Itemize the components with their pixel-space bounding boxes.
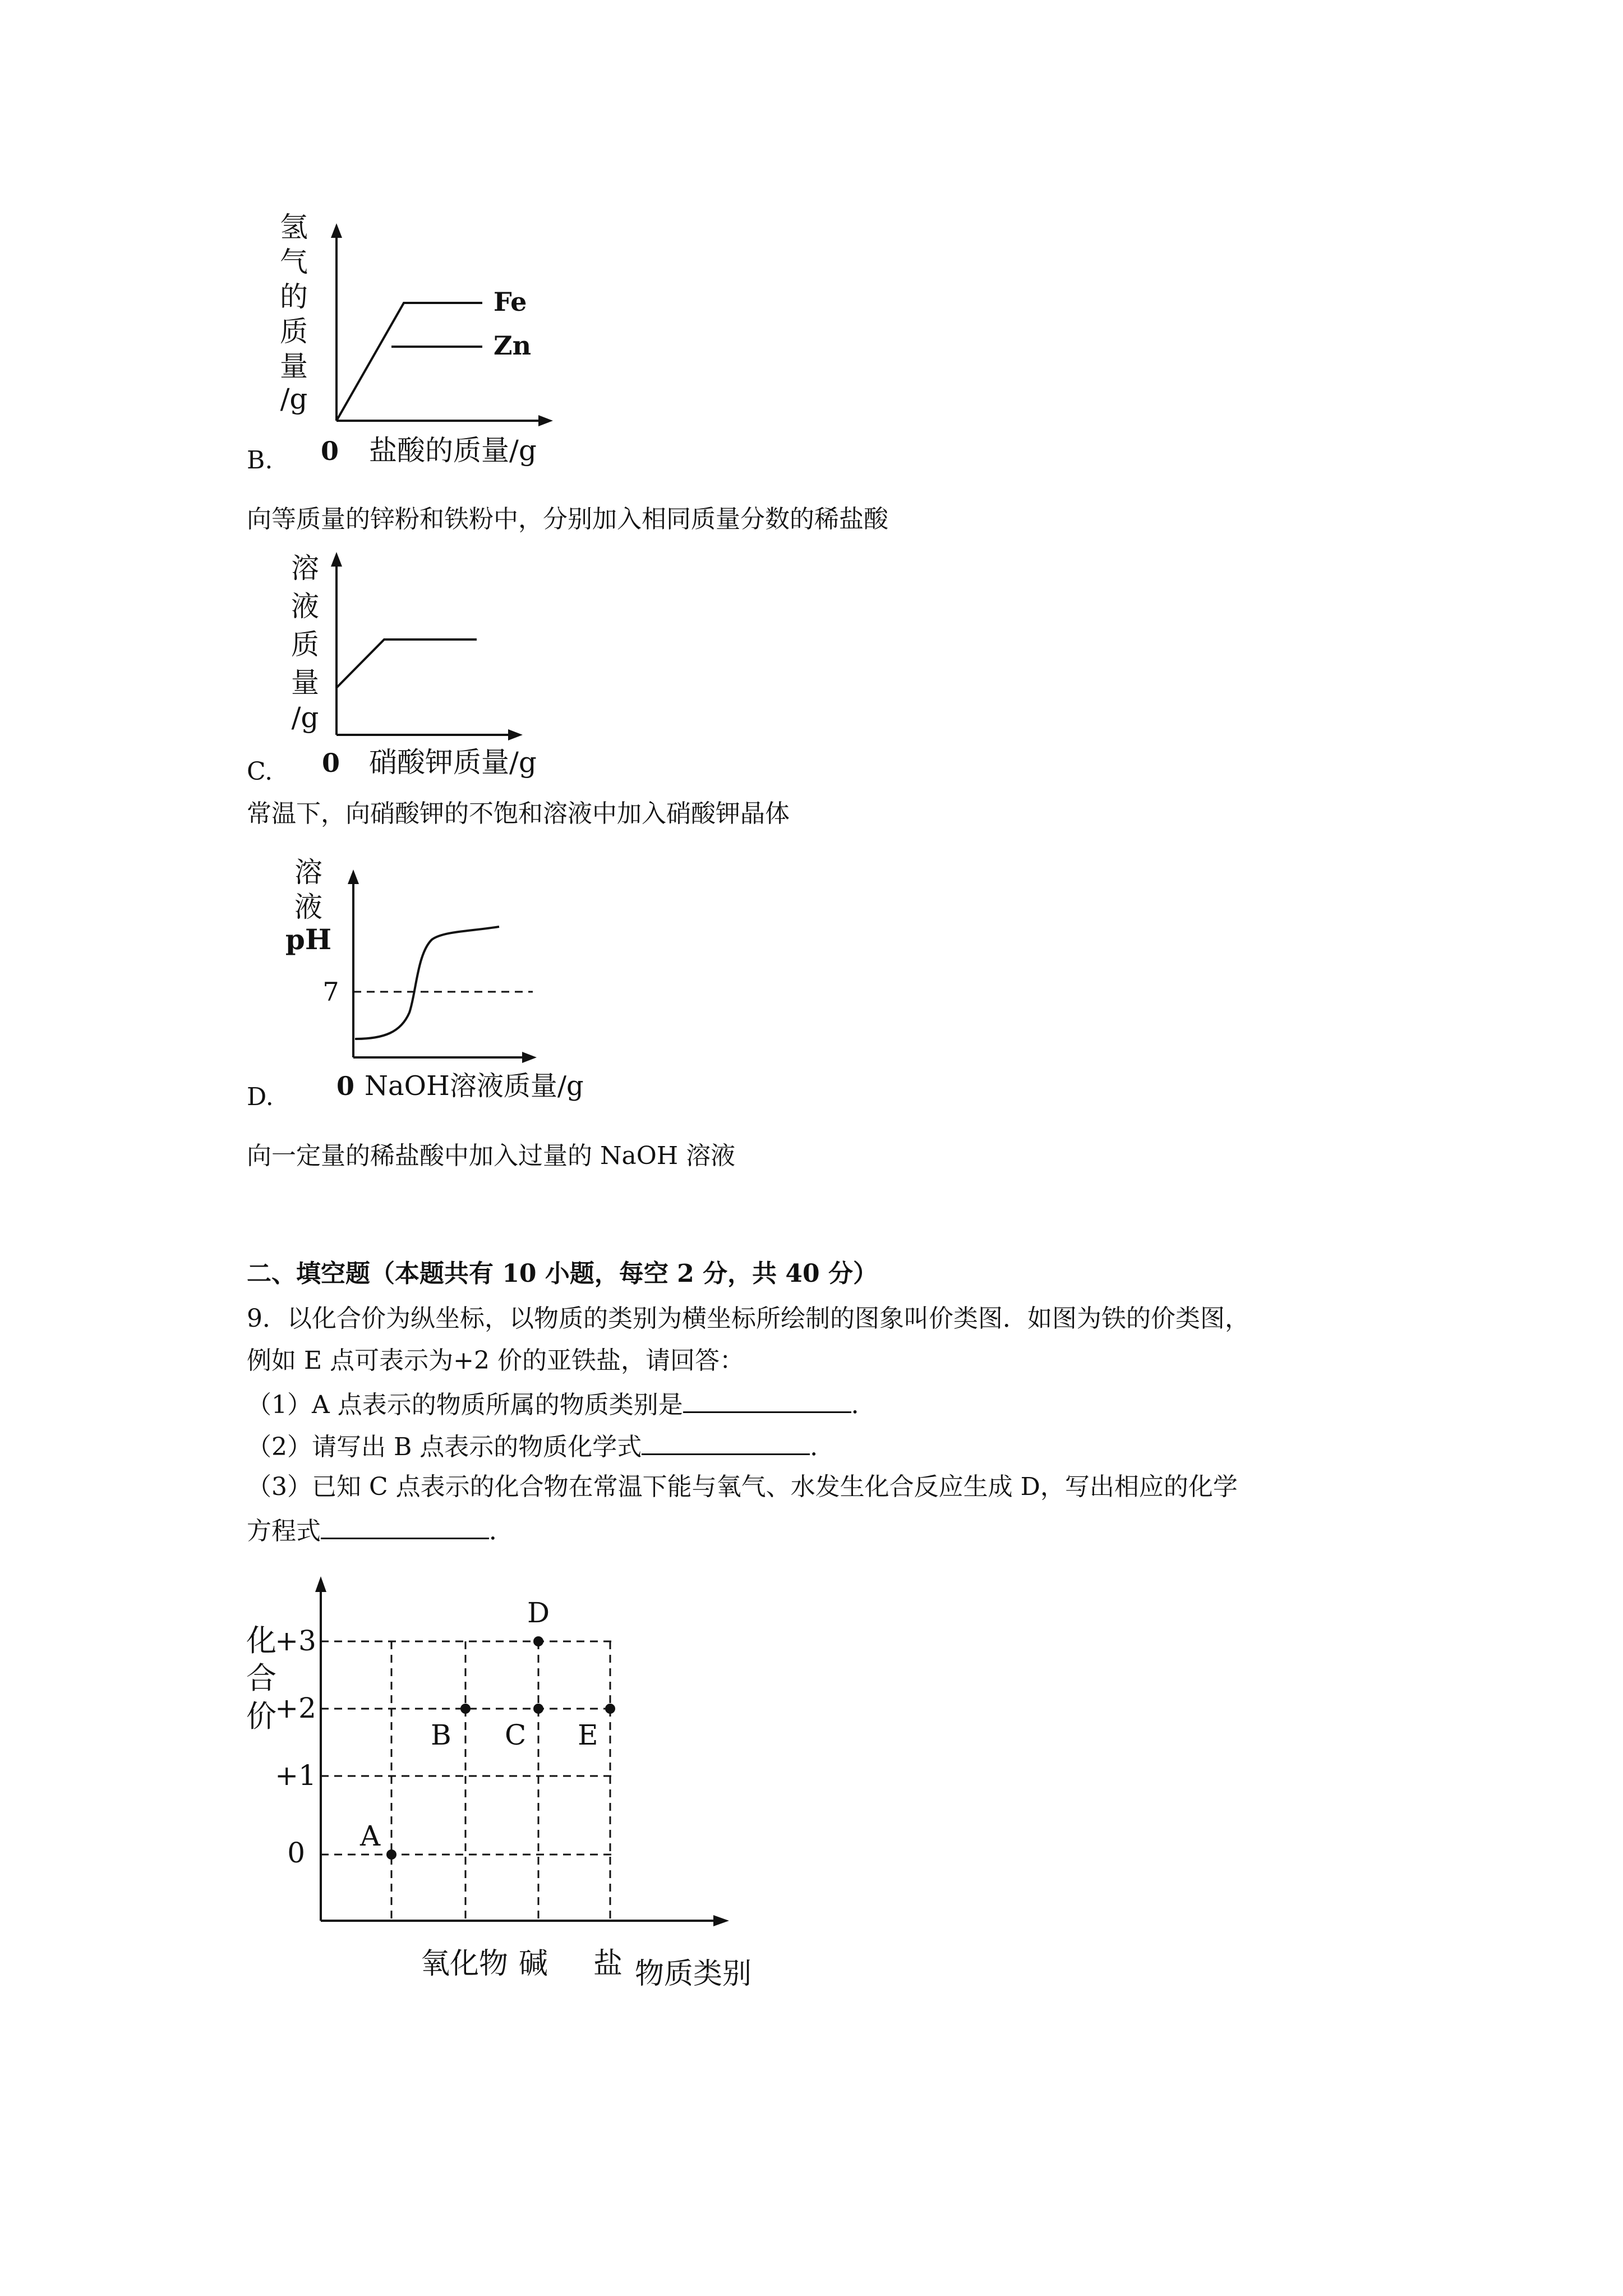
y-label-char: 价 [246,1699,276,1734]
period: ． [489,1517,514,1545]
option-c-letter: C. [247,757,273,786]
sub-question-2-text: （2）请写出 B 点表示的物质化学式 [247,1433,642,1461]
period: ． [810,1433,835,1461]
sub-question-2 [247,1428,834,1465]
x-tick-label-oxide: 氧化物 [421,1947,509,1981]
point-label-b: B [431,1719,451,1751]
point-e [605,1704,615,1714]
option-c-caption: 常温下，向硝酸钾的不饱和溶液中加入硝酸钾晶体 [247,799,790,828]
point-b [460,1704,471,1714]
x-axis-label: 硝酸钾质量/g [369,746,537,779]
period: ． [851,1391,876,1419]
solution-mass-line [336,639,477,688]
chart-c-y-label [291,552,319,734]
y-label-char: 质 [280,315,308,348]
sub-question-3-line-2 [247,1512,514,1549]
grid-lines [321,1641,611,1921]
sub-question-1 [247,1386,876,1423]
chart-b [247,202,561,494]
chart-d-y-label [285,856,331,956]
sub-question-1-text: （1）A 点表示的物质所属的物质类别是 [247,1391,683,1419]
x-tick-label-salt: 盐 [593,1947,623,1981]
tick-label-7: 7 [322,977,339,1007]
x-axis-arrow [522,1052,537,1063]
answer-blank-3[interactable] [321,1512,489,1539]
section-2-heading: 二、填空题（本题共有 10 小题，每空 2 分，共 40 分） [247,1259,878,1288]
x-axis-label: NaOH溶液质量/g [365,1070,584,1102]
y-axis-arrow [331,223,342,238]
origin-label: 0 [320,436,339,466]
x-axis-arrow [508,729,523,740]
series-label-fe: Fe [494,287,527,317]
valence-chart [241,1576,780,2003]
y-label-char: 量 [291,666,319,699]
answer-blank-2[interactable] [642,1428,810,1455]
y-label-char: 溶 [291,552,319,585]
y-label-char: 液 [291,590,319,623]
y-label-char: 溶 [294,856,322,889]
y-label-char: 质 [291,628,319,661]
y-tick-label: 0 [287,1837,305,1869]
y-label-char: 的 [280,280,308,313]
y-axis-arrow [331,552,342,567]
y-tick-labels [275,1625,316,1869]
x-axis-label: 物质类别 [635,1957,752,1991]
y-label-char: 氢 [280,211,308,243]
y-label-char: pH [285,923,332,956]
x-axis-label: 盐酸的质量/g [369,434,537,467]
point-labels [359,1596,598,1852]
series-line-fe [336,303,482,421]
origin-label: 0 [336,1071,355,1101]
x-axis-arrow [538,415,553,426]
option-d-letter: D. [247,1083,274,1111]
point-label-c: C [505,1719,527,1751]
ph-curve [355,927,499,1039]
y-label-char: /g [280,383,308,415]
point-label-a: A [360,1820,381,1852]
y-tick-label: +3 [275,1625,316,1657]
y-axis-arrow [348,869,359,884]
point-label-d: D [527,1596,550,1629]
x-tick-labels [421,1947,623,1981]
point-d [533,1636,543,1646]
chart-b-y-label [280,211,308,415]
y-axis-arrow [315,1576,326,1592]
y-label-char: /g [291,701,319,734]
answer-blank-1[interactable] [683,1386,851,1413]
point-c [533,1704,543,1714]
valence-chart-y-label [246,1623,276,1734]
option-b-letter: B. [247,446,273,475]
y-label-char: 化 [246,1623,276,1658]
sub-question-3-text: 方程式 [247,1517,321,1545]
y-tick-label: +1 [275,1759,316,1792]
y-label-char: 合 [246,1660,276,1696]
origin-label: 0 [321,748,340,778]
sub-question-3-line-1: （3）已知 C 点表示的化合物在常温下能与氧气、水发生化合反应生成 D，写出相应的化学 [247,1473,1238,1501]
option-d-caption: 向一定量的稀盐酸中加入过量的 NaOH 溶液 [247,1142,736,1170]
option-b-caption: 向等质量的锌粉和铁粉中，分别加入相同质量分数的稀盐酸 [247,505,888,533]
question-9-line-1: 9．以化合价为纵坐标，以物质的类别为横坐标所绘制的图象叫价类图．如图为铁的价类图， [247,1304,1249,1333]
y-label-char: 液 [294,891,322,923]
x-axis-arrow [713,1915,729,1926]
chart-d [247,841,594,1122]
y-label-char: 气 [280,246,308,278]
point-label-e: E [578,1719,598,1751]
chart-c [247,539,561,785]
point-a [386,1849,396,1860]
y-label-char: 量 [280,350,308,383]
y-tick-label: +2 [275,1692,316,1724]
series-label-zn: Zn [494,330,532,361]
x-tick-label-base: 碱 [519,1947,548,1981]
question-9-line-2: 例如 E 点可表示为+2 价的亚铁盐，请回答： [247,1346,744,1375]
